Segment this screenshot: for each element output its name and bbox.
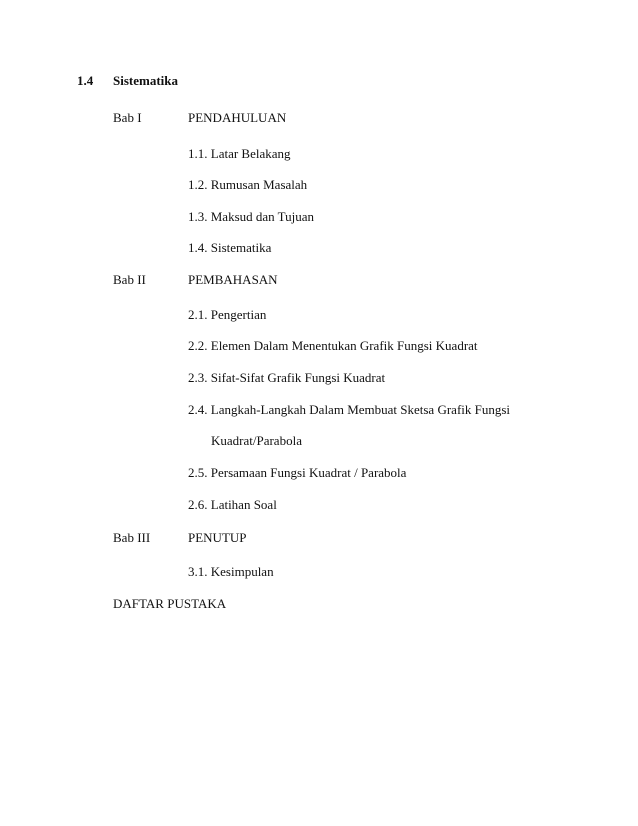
toc-item: 2.1. Pengertian	[188, 307, 267, 322]
toc-item: 1.4. Sistematika	[188, 240, 272, 255]
chapter-1-title: PENDAHULUAN	[188, 110, 287, 125]
toc-item: 3.1. Kesimpulan	[188, 564, 274, 579]
chapter-1-label: Bab I	[113, 110, 142, 125]
toc-item: 1.3. Maksud dan Tujuan	[188, 209, 315, 224]
toc-item: 1.2. Rumusan Masalah	[188, 177, 308, 192]
chapter-3-label: Bab III	[113, 530, 151, 545]
section-title: Sistematika	[113, 73, 178, 88]
section-number: 1.4	[77, 73, 94, 88]
chapter-2-label: Bab II	[113, 272, 146, 287]
toc-item: 2.4. Langkah-Langkah Dalam Membuat Sketsa Grafik Fungsi	[188, 402, 511, 417]
toc-item: 2.3. Sifat-Sifat Grafik Fungsi Kuadrat	[188, 370, 386, 385]
chapter-3-title: PENUTUP	[188, 530, 247, 545]
toc-item: 2.2. Elemen Dalam Menentukan Grafik Fungsi Kuadrat	[188, 338, 478, 353]
toc-item-continuation: Kuadrat/Parabola	[211, 433, 302, 448]
toc-item: 2.6. Latihan Soal	[188, 497, 277, 512]
toc-item: 1.1. Latar Belakang	[188, 146, 291, 161]
bibliography-heading: DAFTAR PUSTAKA	[113, 596, 227, 611]
chapter-2-title: PEMBAHASAN	[188, 272, 278, 287]
toc-item: 2.5. Persamaan Fungsi Kuadrat / Parabola	[188, 465, 407, 480]
